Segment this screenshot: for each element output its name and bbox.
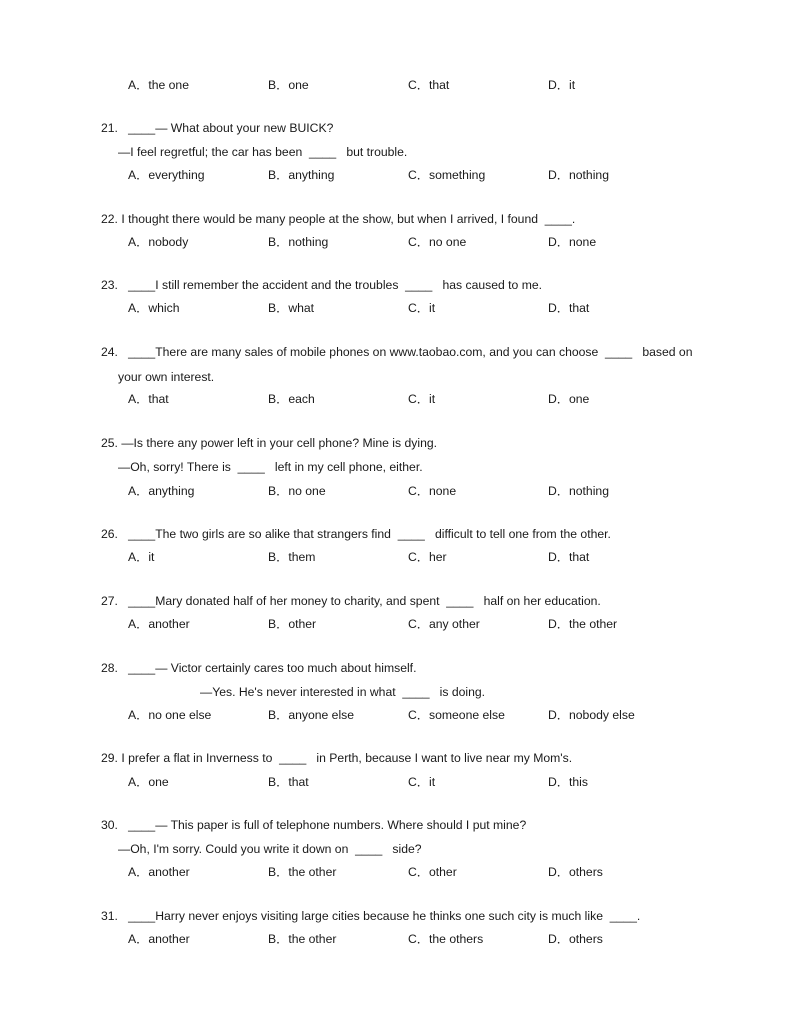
- option-d: D．the other: [548, 617, 618, 631]
- option-c: C．that: [408, 78, 450, 92]
- option-c: C．someone else: [408, 708, 505, 722]
- option-d: D．none: [548, 235, 597, 249]
- option-d: D．others: [548, 865, 603, 879]
- option-b: B．nothing: [268, 235, 329, 249]
- question-dialogue-line: —Oh, I'm sorry. Could you write it down on ____ side?: [118, 842, 422, 856]
- option-a: A．another: [128, 865, 190, 879]
- question-stem: 30. ____— This paper is full of telephone numbers. Where should I put mine?: [101, 818, 527, 832]
- question-stem: 29. I prefer a flat in Inverness to ____ in Perth, because I want to live near my Mom's.: [101, 751, 573, 765]
- option-c: C．it: [408, 775, 436, 789]
- option-d: D．it: [548, 78, 576, 92]
- question-dialogue-line: —I feel regretful; the car has been ____ but trouble.: [118, 145, 408, 159]
- option-a: A．another: [128, 932, 190, 946]
- option-d: D．one: [548, 392, 590, 406]
- option-b: B．them: [268, 550, 316, 564]
- option-c: C．her: [408, 550, 447, 564]
- option-a: A．another: [128, 617, 190, 631]
- question-stem-continued: your own interest.: [118, 370, 215, 384]
- option-a: A．one: [128, 775, 169, 789]
- option-a: A．which: [128, 301, 180, 315]
- option-d: D．that: [548, 550, 590, 564]
- option-b: B．anything: [268, 168, 335, 182]
- option-d: D．nothing: [548, 484, 609, 498]
- question-stem: 21. ____— What about your new BUICK?: [101, 121, 334, 135]
- option-b: B．the other: [268, 865, 337, 879]
- option-b: B．that: [268, 775, 309, 789]
- question-stem: 24. ____There are many sales of mobile phones on www.taobao.com, and you can choose ____ based on: [101, 345, 693, 359]
- question-dialogue-line: —Yes. He's never interested in what ____ is doing.: [200, 685, 486, 699]
- option-d: D．this: [548, 775, 588, 789]
- option-c: C．any other: [408, 617, 480, 631]
- option-a: A．the one: [128, 78, 189, 92]
- option-b: B．the other: [268, 932, 337, 946]
- option-b: B．anyone else: [268, 708, 355, 722]
- question-stem: 31. ____Harry never enjoys visiting large cities because he thinks one such city is much like ____.: [101, 909, 641, 923]
- option-c: C．it: [408, 301, 436, 315]
- option-b: B．each: [268, 392, 315, 406]
- option-c: C．none: [408, 484, 457, 498]
- option-a: A．nobody: [128, 235, 189, 249]
- question-stem: 22. I thought there would be many people at the show, but when I arrived, I found ____.: [101, 212, 576, 226]
- question-stem: 28. ____— Victor certainly cares too much about himself.: [101, 661, 417, 675]
- option-a: A．everything: [128, 168, 205, 182]
- option-d: D．others: [548, 932, 603, 946]
- option-b: B．no one: [268, 484, 326, 498]
- option-c: C．no one: [408, 235, 467, 249]
- question-stem: 23. ____I still remember the accident and the troubles ____ has caused to me.: [101, 278, 543, 292]
- option-d: D．nobody else: [548, 708, 635, 722]
- option-c: C．something: [408, 168, 486, 182]
- option-b: B．other: [268, 617, 317, 631]
- question-stem: 27. ____Mary donated half of her money to charity, and spent ____ half on her education.: [101, 594, 601, 608]
- option-d: D．nothing: [548, 168, 609, 182]
- question-dialogue-line: —Oh, sorry! There is ____ left in my cell phone, either.: [118, 460, 423, 474]
- option-c: C．the others: [408, 932, 484, 946]
- option-a: A．no one else: [128, 708, 212, 722]
- option-c: C．it: [408, 392, 436, 406]
- question-stem: 26. ____The two girls are so alike that strangers find ____ difficult to tell one from the other.: [101, 527, 611, 541]
- option-b: B．what: [268, 301, 315, 315]
- option-a: A．it: [128, 550, 155, 564]
- question-stem: 25. —Is there any power left in your cell phone? Mine is dying.: [101, 436, 438, 450]
- option-b: B．one: [268, 78, 309, 92]
- option-c: C．other: [408, 865, 457, 879]
- option-d: D．that: [548, 301, 590, 315]
- option-a: A．anything: [128, 484, 195, 498]
- option-a: A．that: [128, 392, 169, 406]
